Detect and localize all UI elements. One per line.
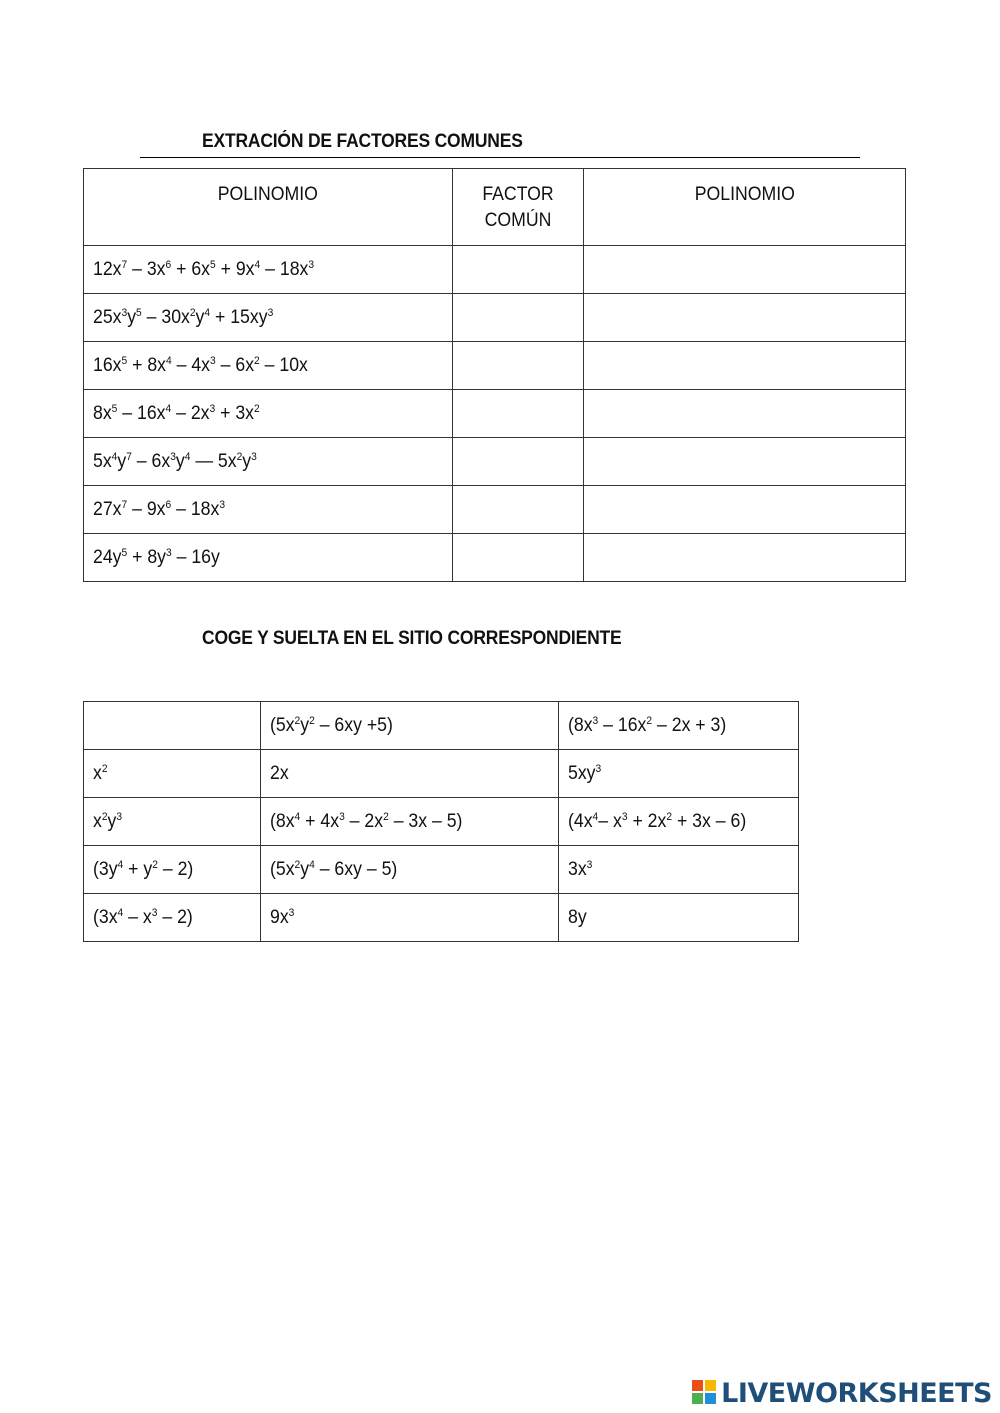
draggable-item[interactable]: 8y bbox=[559, 894, 799, 942]
table-row bbox=[84, 246, 906, 294]
draggable-item[interactable]: $(5x^2y^4 - 6xy - 5)$ bbox=[261, 846, 559, 894]
draggable-item[interactable]: $3x^3$ bbox=[559, 846, 799, 894]
result-drop-cell[interactable] bbox=[584, 294, 906, 342]
factor-table bbox=[83, 168, 906, 582]
drag-drop-table bbox=[83, 701, 799, 942]
table-row bbox=[84, 534, 906, 582]
result-drop-cell[interactable] bbox=[584, 486, 906, 534]
header-polinomio: POLINOMIO bbox=[84, 169, 453, 246]
table-row bbox=[84, 342, 906, 390]
table-row bbox=[84, 750, 799, 798]
polynomial-cell: $16x^5 + 8x^4 - 4x^3 - 6x^2 - 10x$ bbox=[84, 342, 453, 390]
section1-title: EXTRACIÓN DE FACTORES COMUNES bbox=[202, 131, 523, 152]
polynomial-cell: $24y^5 + 8y^3 - 16y$ bbox=[84, 534, 453, 582]
section2-title: COGE Y SUELTA EN EL SITIO CORRESPONDIENTE bbox=[202, 628, 622, 649]
draggable-item[interactable]: $(5x^2y^2 - 6xy +5)$ bbox=[261, 702, 559, 750]
polynomial-cell: $12x^7 - 3x^6 + 6x^5 + 9x^4 - 18x^3$ bbox=[84, 246, 453, 294]
table-row bbox=[84, 702, 799, 750]
draggable-item[interactable]: $x^2$ bbox=[84, 750, 261, 798]
draggable-item[interactable]: $(8x^3 - 16x^2 - 2x + 3)$ bbox=[559, 702, 799, 750]
polynomial-cell: $27x^7 - 9x^6 - 18x^3$ bbox=[84, 486, 453, 534]
header-polinomio-result: POLINOMIO bbox=[584, 169, 906, 246]
table-row bbox=[84, 438, 906, 486]
liveworksheets-logo bbox=[692, 1378, 992, 1408]
result-drop-cell[interactable] bbox=[584, 534, 906, 582]
draggable-item[interactable]: $(3x^4 - x^3 - 2)$ bbox=[84, 894, 261, 942]
factor-drop-cell[interactable] bbox=[453, 534, 584, 582]
result-drop-cell[interactable] bbox=[584, 438, 906, 486]
draggable-item[interactable]: $(8x^4 + 4x^3 - 2x^2 - 3x - 5)$ bbox=[261, 798, 559, 846]
draggable-item[interactable]: 2x bbox=[261, 750, 559, 798]
draggable-item[interactable]: $5xy^3$ bbox=[559, 750, 799, 798]
logo-text: LIVEWORKSHEETS bbox=[721, 1377, 992, 1409]
table-row bbox=[84, 294, 906, 342]
factor-drop-cell[interactable] bbox=[453, 390, 584, 438]
draggable-item[interactable]: $(3y^4 + y^2 - 2)$ bbox=[84, 846, 261, 894]
header-factor-comun: FACTOR COMÚN bbox=[453, 169, 584, 246]
polynomial-cell: $25x^3y^5 - 30x^2y^4 + 15xy^3$ bbox=[84, 294, 453, 342]
factor-drop-cell[interactable] bbox=[453, 486, 584, 534]
draggable-item[interactable]: ($4x^4-$ $x^3 + 2x^2 + 3x - 6$) bbox=[559, 798, 799, 846]
table-row bbox=[84, 390, 906, 438]
table-row bbox=[84, 894, 799, 942]
factor-drop-cell[interactable] bbox=[453, 342, 584, 390]
polynomial-cell: $5x^4y^7 - 6x^3y^4$ — $5x^2y^3$ bbox=[84, 438, 453, 486]
table-row bbox=[84, 798, 799, 846]
table-row bbox=[84, 486, 906, 534]
factor-drop-cell[interactable] bbox=[453, 246, 584, 294]
factor-drop-cell[interactable] bbox=[453, 294, 584, 342]
draggable-item[interactable]: $9x^3$ bbox=[261, 894, 559, 942]
result-drop-cell[interactable] bbox=[584, 390, 906, 438]
result-drop-cell[interactable] bbox=[584, 246, 906, 294]
table-row bbox=[84, 846, 799, 894]
logo-mark-icon bbox=[692, 1380, 718, 1406]
draggable-item[interactable]: $x^2y^3$ bbox=[84, 798, 261, 846]
factor-drop-cell[interactable] bbox=[453, 438, 584, 486]
title-underline bbox=[140, 157, 860, 158]
polynomial-cell: $8x^5 - 16x^4 - 2x^3 + 3x^2$ bbox=[84, 390, 453, 438]
empty-cell bbox=[84, 702, 261, 750]
factor-table-header bbox=[84, 169, 906, 246]
result-drop-cell[interactable] bbox=[584, 342, 906, 390]
